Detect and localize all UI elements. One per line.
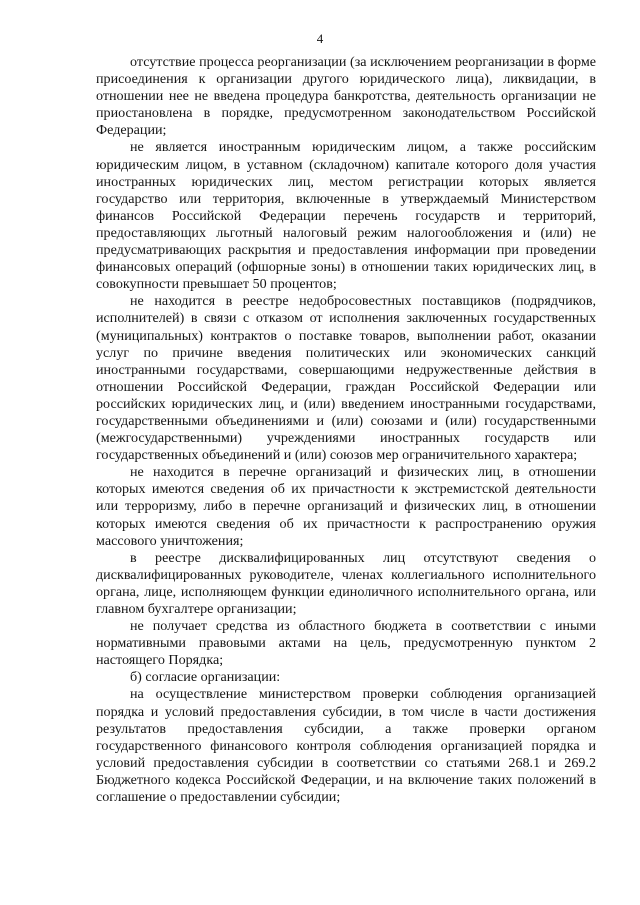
paragraph-reorganization: отсутствие процесса реорганизации (за исключением реорганизации в форме присоединения к организации другого юридического лица), ликвидации, в отношении нее не введена процедура банкротства, деятельность организации не приостановлена в порядке, предусмотренном законодательством Российской Федерации; [96, 54, 596, 139]
paragraph-extremism-list: не находится в перечне организаций и физических лиц, в отношении которых имеются сведения об их причастности к экстремистской деятельности или терроризму, либо в перечне организаций и физических лиц, в отношении которых имеются сведения об их причастности к распространению оружия массового уничтожения; [96, 464, 596, 549]
paragraph-consent-heading: б) согласие организации: [130, 669, 281, 686]
paragraph-unfair-suppliers-registry: не находится в реестре недобросовестных поставщиков (подрядчиков, исполнителей) в связи с отказом от исполнения заключенных государственных (муниципальных) контрактов о поставке товаров, выполнении работ, оказании услуг по причине введения политических или экономических санкций иностранными государствами, совершающими недружественные действия в отношении Российской Федерации, граждан Российской Федерации или российских юридических лиц, и (или) введением иностранными государствами, государственными объединениями и (или) союзами и (или) государственными (межгосударственными) учреждениями иностранных государств или государственных объединений и (или) союзов мер ограничительного характера; [96, 293, 596, 464]
paragraph-disqualified-persons: в реестре дисквалифицированных лиц отсутствуют сведения о дисквалифицированных руководителе, членах коллегиального исполнительного органа, лице, исполняющем функции единоличного исполнительного органа, или главном бухгалтере организации; [96, 549, 596, 617]
paragraph-foreign-entity: не является иностранным юридическим лицом, а также российским юридическим лицом, в уставном (складочном) капитале которого доля участия иностранных юридических лиц, местом регистрации которых является государство или территория, включенные в утверждаемый Министерством финансов Российской Федерации перечень государств и территорий, предоставляющих льготный налоговый режим налогообложения и (или) не предусматривающих раскрытия и предоставления информации при проведении финансовых операций (офшорные зоны) в отношении таких юридических лиц, в совокупности превышает 50 процентов; [96, 139, 596, 293]
page-number: 4 [316, 31, 324, 46]
paragraph-inspection-consent: на осуществление министерством проверки соблюдения организацией порядка и условий предоставления субсидии, в том числе в части достижения результатов предоставления субсидии, а также проверки органом государственного финансового контроля соблюдения организацией порядка и условий предоставления субсидии в соответствии со статьями 268.1 и 269.2 Бюджетного кодекса Российской Федерации, и на включение таких положений в соглашение о предоставлении субсидии; [96, 686, 596, 806]
document-body [96, 54, 596, 806]
paragraph-regional-budget: не получает средства из областного бюджета в соответствии с иными нормативными правовыми актами на цель, предусмотренную пунктом 2 настоящего Порядка; [96, 618, 596, 669]
